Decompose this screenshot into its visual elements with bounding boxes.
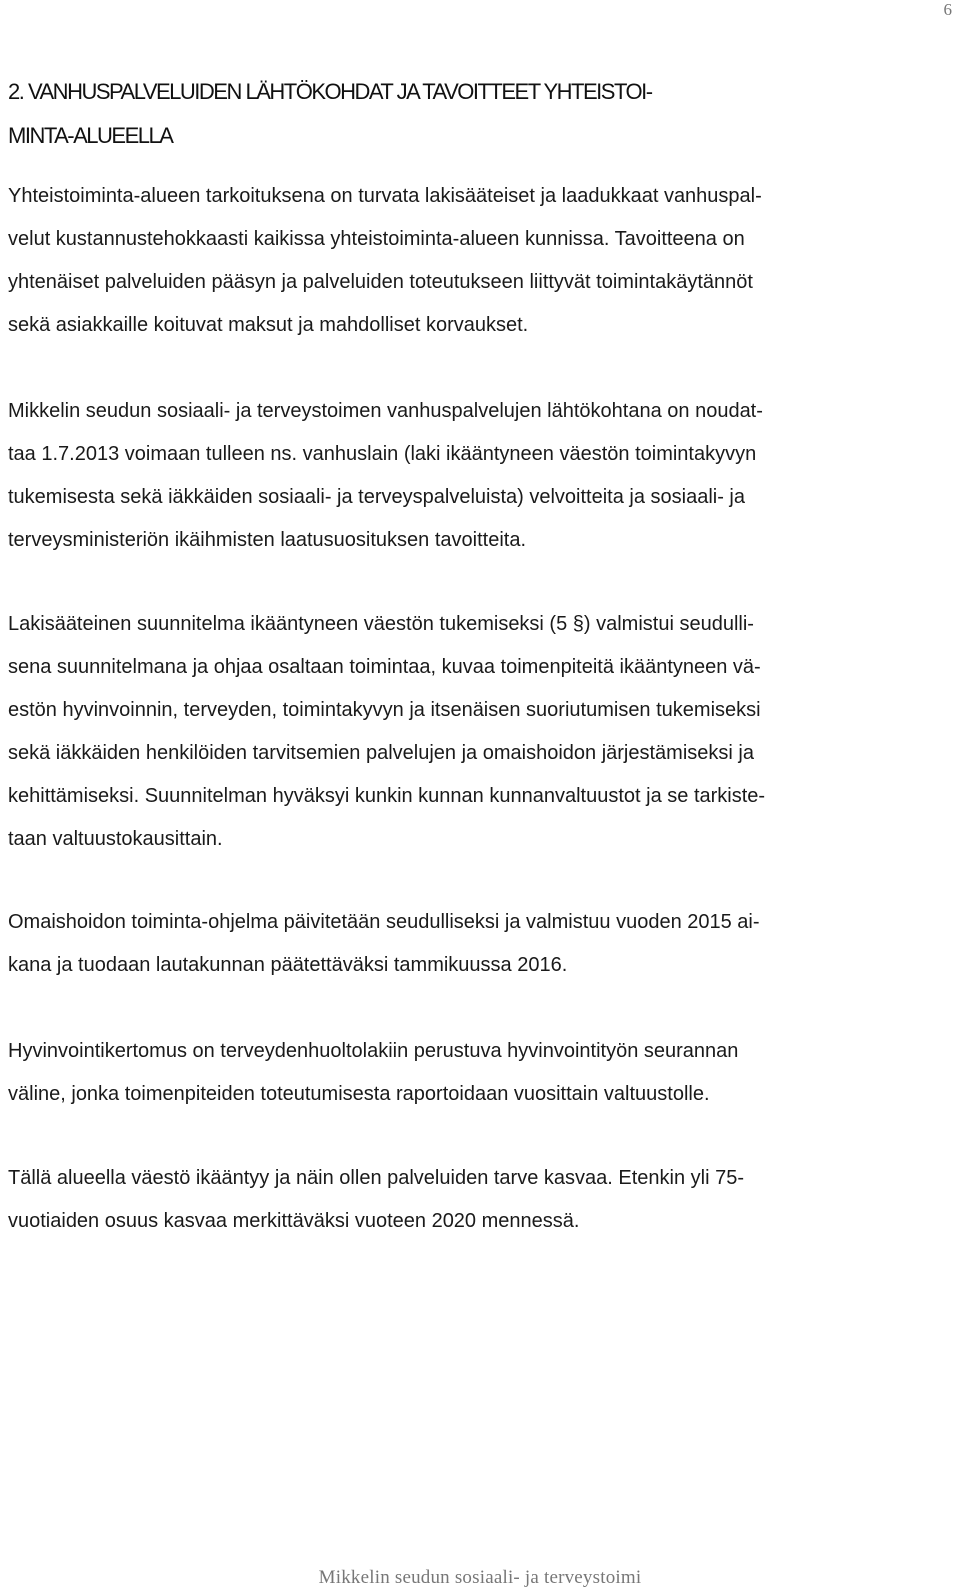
paragraph-purpose — [8, 175, 928, 347]
paragraph-caregiving-program — [8, 901, 928, 987]
heading-line: MINTA-ALUEELLA — [8, 123, 173, 148]
text-line: väline, jonka toimenpiteiden toteutumisesta raportoidaan vuosittain valtuustolle. — [8, 1083, 710, 1105]
text-line: tukemisesta sekä iäkkäiden sosiaali- ja terveyspalveluista) velvoitteita ja sosiaali- ja — [8, 486, 746, 508]
text-line: kana ja tuodaan lautakunnan päätettäväksi tammikuussa 2016. — [8, 954, 568, 976]
text-line: Lakisääteinen suunnitelma ikääntyneen väestön tukemiseksi (5 §) valmistui seudulli- — [8, 613, 754, 635]
text-line: Omaishoidon toiminta-ohjelma päivitetään seudulliseksi ja valmistuu vuoden 2015 ai- — [8, 911, 760, 933]
text-line: Tällä alueella väestö ikääntyy ja näin ollen palveluiden tarve kasvaa. Etenkin yli 75- — [8, 1167, 744, 1189]
text-line: taan valtuustokausittain. — [8, 828, 223, 850]
text-line: Mikkelin seudun sosiaali- ja terveystoimen vanhuspalvelujen lähtökohtana on noudat- — [8, 400, 763, 422]
text-line: taa 1.7.2013 voimaan tulleen ns. vanhuslain (laki ikääntyneen väestön toimintakyvyn — [8, 443, 757, 465]
heading-line: 2. VANHUSPALVELUIDEN LÄHTÖKOHDAT JA TAVOITTEET YHTEISTOI- — [8, 79, 652, 104]
paragraph-statutory-plan — [8, 603, 928, 861]
text-line: Yhteistoiminta-alueen tarkoituksena on turvata lakisääteiset ja laadukkaat vanhuspal- — [8, 185, 762, 207]
text-line: sena suunnitelmana ja ohjaa osaltaan toimintaa, kuvaa toimenpiteitä ikääntyneen vä- — [8, 656, 761, 678]
text-line: estön hyvinvoinnin, terveyden, toimintakyvyn ja itsenäisen suoriutumisen tukemiseksi — [8, 699, 761, 721]
page-footer: Mikkelin seudun sosiaali- ja terveystoimi — [318, 1567, 642, 1588]
text-line: sekä asiakkaille koituvat maksut ja mahdolliset korvaukset. — [8, 314, 529, 336]
text-line: velut kustannustehokkaasti kaikissa yhteistoiminta-alueen kunnissa. Tavoitteena on — [8, 228, 745, 250]
text-line: Hyvinvointikertomus on terveydenhuoltolakiin perustuva hyvinvointityön seurannan — [8, 1040, 739, 1062]
text-line: sekä iäkkäiden henkilöiden tarvitsemien palvelujen ja omaishoidon järjestämiseksi ja — [8, 742, 754, 764]
paragraph-aging-population — [8, 1157, 928, 1243]
text-line: vuotiaiden osuus kasvaa merkittäväksi vuoteen 2020 mennessä. — [8, 1210, 580, 1232]
text-line: yhtenäiset palveluiden pääsyn ja palveluiden toteutukseen liittyvät toimintakäytännöt — [8, 271, 753, 293]
text-line: kehittämiseksi. Suunnitelman hyväksyi kunkin kunnan kunnanvaltuustot ja se tarkiste- — [8, 785, 766, 807]
text-line: terveysministeriön ikäihmisten laatusuosituksen tavoitteita. — [8, 529, 527, 551]
section-heading — [8, 70, 898, 158]
paragraph-welfare-report — [8, 1030, 928, 1116]
page-number: 6 — [943, 0, 952, 19]
paragraph-elderly-law — [8, 390, 928, 562]
